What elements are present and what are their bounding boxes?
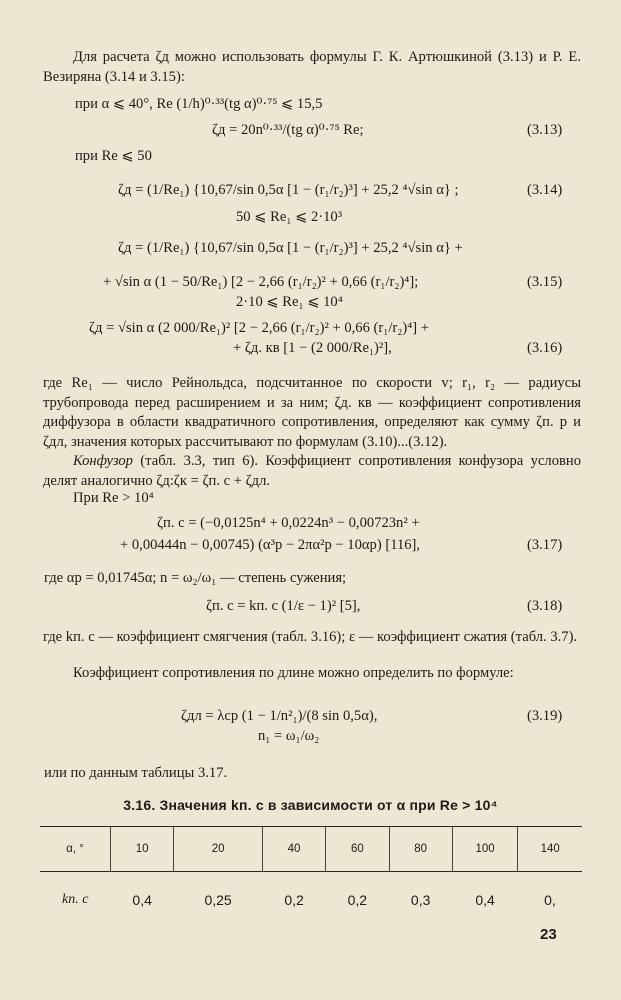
table-header-cell: 20 <box>174 827 263 872</box>
equation-3-15-line-2: + √sin α (1 − 50/Re₁) [2 − 2,66 (r₁/r₂)² + 0,66 (r₁/r₂)⁴]; <box>103 274 419 290</box>
confuser-text: (табл. 3.3, тип 6). Коэффициент сопротивления конфузора условно делят аналогично ζд:ζк = ζп. с + ζдл. <box>43 453 581 489</box>
definitions-text: где Re₁ — число Рейнольдса, подсчитанное по скорости v; r₁, r₂ — радиусы трубопровода перед расширением и за ним; ζд. кв — коэффициент сопротивления диффузора в области квадратичного сопротивления, определяют как сумму ζп. р и ζдл, значения которых рассчитывают по формулам (3.10)...(3.12). <box>43 375 581 450</box>
table-row <box>40 872 582 929</box>
table-cell: 0,25 <box>204 892 232 908</box>
confuser-paragraph <box>43 452 581 491</box>
equation-number-3-17: (3.17) <box>527 537 563 553</box>
table-cell: 0,3 <box>410 892 431 908</box>
table-row-label: kп. с <box>62 892 89 907</box>
equation-number-3-14: (3.14) <box>527 182 563 198</box>
equation-3-14: ζд = (1/Re₁) {10,67/sin 0,5α [1 − (r₁/r₂)³] + 25,2 ⁴√sin α} ; <box>118 182 459 198</box>
equation-3-17-line-2: + 0,00444n − 0,00745) (α³р − 2πα²р − 10αр) [116], <box>120 537 421 553</box>
table-cell: 0,4 <box>132 892 152 908</box>
length-text: Коэффициент сопротивления по длине можно определить по формуле: <box>73 665 514 681</box>
condition-3: При Re > 10⁴ <box>73 490 154 506</box>
table-caption: 3.16. Значения kп. с в зависимости от α при Re > 10⁴ <box>123 797 498 813</box>
intro-paragraph <box>43 48 581 87</box>
equation-3-13: ζд = 20n⁰·³³/(tg α)⁰·⁷⁵ Re; <box>212 122 364 138</box>
coefficient-table <box>40 826 582 928</box>
condition-2: при Re ⩽ 50 <box>75 148 152 164</box>
intro-text: Для расчета ζд можно использовать формулы Г. К. Артюшкиной (3.13) и Р. Е. Везиряна (3.14 и 3.15): <box>43 49 581 85</box>
page-number: 23 <box>540 926 557 943</box>
length-paragraph <box>43 664 581 684</box>
table-header-cell: 60 <box>326 827 389 872</box>
equation-3-17-line-1: ζп. с = (−0,0125n⁴ + 0,0224n³ − 0,00723n² + <box>157 515 420 531</box>
equation-number-3-13: (3.13) <box>527 122 563 138</box>
range-1: 50 ⩽ Re₁ ⩽ 2·10³ <box>236 209 343 225</box>
table-header-cell: 140 <box>518 827 582 872</box>
equation-number-3-16: (3.16) <box>527 340 563 356</box>
softening-text: где kп. с — коэффициент смягчения (табл. 3.16); ε — коэффициент сжатия (табл. 3.7). <box>43 629 578 645</box>
table-cell: 0,4 <box>475 892 495 908</box>
definitions-paragraph <box>43 374 581 452</box>
equation-number-3-19: (3.19) <box>527 708 563 724</box>
equation-number-3-18: (3.18) <box>527 598 563 614</box>
equation-3-19: ζдл = λср (1 − 1/n²₁)/(8 sin 0,5α), <box>181 708 378 724</box>
table-header-cell: 10 <box>111 827 174 872</box>
equation-number-3-15: (3.15) <box>527 274 563 290</box>
table-header-label: α, ° <box>40 827 111 872</box>
equation-3-16-line-2: + ζд. кв [1 − (2 000/Re₁)²], <box>233 340 392 356</box>
table-header-cell: 40 <box>262 827 325 872</box>
where-3-17: где αр = 0,01745α; n = ω₂/ω₁ — степень сужения; <box>44 570 347 586</box>
table-header-row <box>40 827 582 872</box>
confuser-term: Конфузор <box>73 453 133 469</box>
equation-3-18: ζп. с = kп. с (1/ε − 1)² [5], <box>206 598 361 614</box>
table-header-cell: 80 <box>389 827 452 872</box>
range-2: 2·10 ⩽ Re₁ ⩽ 10⁴ <box>236 294 343 310</box>
equation-3-19-sub: n₁ = ω₁/ω₂ <box>258 728 320 744</box>
table-header-cell: 100 <box>452 827 518 872</box>
equation-3-16-line-1: ζд = √sin α (2 000/Re₁)² [2 − 2,66 (r₁/r₂)² + 0,66 (r₁/r₂)⁴] + <box>89 320 430 336</box>
table-cell: 0,2 <box>284 892 304 908</box>
softening-paragraph <box>43 628 581 648</box>
table-reference: или по данным таблицы 3.17. <box>44 765 228 781</box>
table-cell: 0, <box>544 892 556 908</box>
condition-1: при α ⩽ 40°, Re (1/h)⁰·³³(tg α)⁰·⁷⁵ ⩽ 15,5 <box>75 96 323 112</box>
table-cell: 0,2 <box>347 892 368 908</box>
equation-3-15-line-1: ζд = (1/Re₁) {10,67/sin 0,5α [1 − (r₁/r₂)³] + 25,2 ⁴√sin α} + <box>118 240 463 256</box>
